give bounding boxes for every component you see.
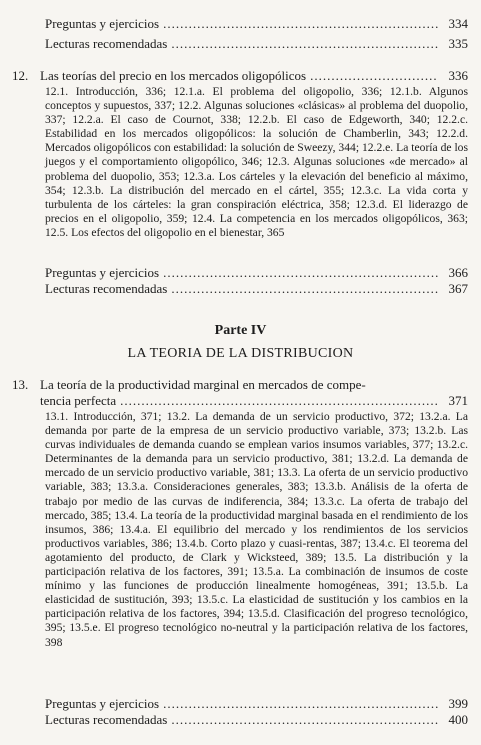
toc-entry-label: Lecturas recomendadas [45, 712, 168, 727]
toc-entry-label: Preguntas y ejercicios [45, 265, 160, 280]
toc-entry-preguntas-ch11[interactable] [45, 16, 468, 32]
toc-entry-page: 335 [448, 36, 468, 51]
toc-entry-preguntas-ch12[interactable] [45, 265, 468, 281]
chapter-13-title-line1[interactable]: La teoría de la productividad marginal en mercados de compe- [40, 377, 366, 392]
dot-leader [163, 16, 438, 32]
toc-entry-page: 366 [448, 265, 468, 280]
toc-entry-page: 334 [448, 16, 468, 31]
chapter-number: 13. [12, 377, 29, 392]
dot-leader [163, 265, 438, 281]
toc-entry-lecturas-ch13[interactable] [45, 712, 468, 728]
chapter-title: Las teorías del precio en los mercados oligopólicos [40, 68, 307, 83]
chapter-page: 336 [448, 68, 468, 83]
toc-entry-page: 399 [448, 696, 468, 711]
chapter-title: tencia perfecta [40, 393, 117, 408]
dot-leader [310, 68, 438, 84]
part-title: LA TEORIA DE LA DISTRIBUCION [127, 346, 354, 361]
chapter-13-heading[interactable] [40, 393, 468, 409]
part-label: Parte IV [214, 323, 267, 338]
dot-leader [171, 281, 438, 297]
toc-entry-label: Lecturas recomendadas [45, 36, 168, 51]
dot-leader [171, 712, 438, 728]
dot-leader [163, 696, 438, 712]
toc-entry-label: Preguntas y ejercicios [45, 696, 160, 711]
chapter-13-summary: 13.1. Introducción, 371; 13.2. La demanda de un servicio productivo, 372; 13.2.a. La demanda por parte de la empresa de un servicio productivo variable, 373; 13.2.b. Las curvas individuales de demanda cuando se emplean varios insumos variables, 377; 13.2.c. Determinantes de la demanda para un servicio productivo, 381; 13.2.d. La demanda de mercado de un servicio productivo variable, 381; 13.3. La oferta de un servicio productivo variable, 383; 13.3.a. Consideraciones generales, 383; 13.3.b. Análisis de la oferta de trabajo por medio de las curvas de indiferencia, 384; 13.3.c. La oferta de trabajo del mercado, 385; 13.4. La teoría de la productividad marginal basada en el rendimiento de los insumos, 386; 13.4.a. El equilibrio del mercado y los rendimientos de los servicios productivos variables, 386; 13.4.b. Corto plazo y cuasi-rentas, 387; 13.4.c. El teorema del agotamiento del producto, de Clark y Wicksteed, 389; 13.5. La distribución y la participación relativa de los factores, 391; 13.5.a. La combinación de insumos de coste mínimo y las funciones de producción linealmente homogéneas, 391; 13.5.b. La elasticidad de sustitución, 393; 13.5.c. La elasticidad de sustitución y los cambios en la participación relativa de los factores, 394; 13.5.d. Clasificación del progreso tecnológico, 395; 13.5.e. El progreso tecnológico no-neutral y la participación relativa de los factores, 398 [45, 410, 468, 649]
chapter-page: 371 [448, 393, 468, 408]
toc-entry-label: Lecturas recomendadas [45, 281, 168, 296]
toc-entry-label: Preguntas y ejercicios [45, 16, 160, 31]
chapter-12-heading[interactable] [40, 68, 468, 84]
toc-entry-page: 367 [448, 281, 468, 296]
toc-entry-lecturas-ch12[interactable] [45, 281, 468, 297]
dot-leader [171, 36, 438, 52]
toc-entry-preguntas-ch13[interactable] [45, 696, 468, 712]
chapter-12-summary: 12.1. Introducción, 336; 12.1.a. El problema del oligopolio, 336; 12.1.b. Algunos conceptos y supuestos, 337; 12.2. Algunas soluciones «clásicas» al problema del duopolio, 337; 12.2.a. El caso de Cournot, 338; 12.2.b. El caso de Edgeworth, 340; 12.2.c. Estabilidad en los mercados oligopólicos: la solución de Chamberlin, 343; 12.2.d. Mercados oligopólicos con estabilidad: la solución de Sweezy, 344; 12.2.e. La teoría de los juegos y el comportamiento oligopólico, 346; 12.3. Algunas soluciones «de mercado» al problema del duopolio, 353; 12.3.a. Los cárteles y la elevación del beneficio al máximo, 354; 12.3.b. La distribución del mercado en el cártel, 355; 12.3.c. La vida corta y turbulenta de los cárteles: la gran conspiración eléctrica, 358; 12.3.d. El liderazgo de precios en el oligopolio, 359; 12.4. La competencia en los mercados oligopólicos, 363; 12.5. Los efectos del oligopolio en el bienestar, 365 [45, 85, 468, 239]
toc-entry-page: 400 [448, 712, 468, 727]
toc-entry-lecturas-ch11[interactable] [45, 36, 468, 52]
chapter-number: 12. [12, 68, 29, 83]
dot-leader [120, 393, 438, 409]
